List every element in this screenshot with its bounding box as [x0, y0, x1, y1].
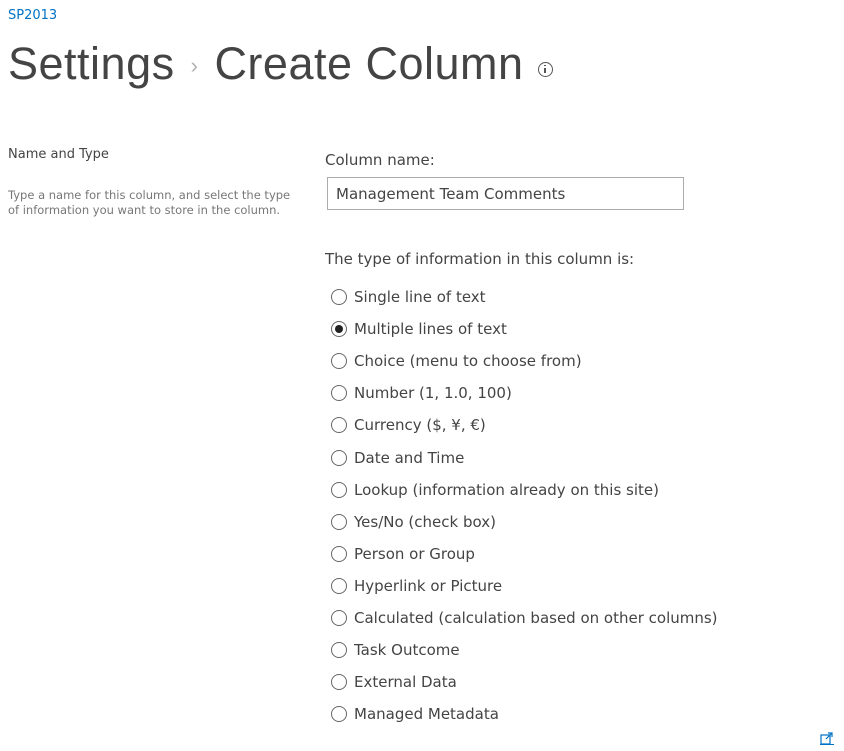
radio-option[interactable]: [331, 441, 718, 473]
radio-button[interactable]: [331, 642, 347, 658]
info-icon[interactable]: [538, 62, 553, 77]
radio-option[interactable]: [331, 506, 718, 538]
radio-button[interactable]: [331, 578, 347, 594]
radio-button[interactable]: [331, 482, 347, 498]
breadcrumb-current: Create Column: [214, 38, 524, 89]
radio-option-label[interactable]: Choice (menu to choose from): [354, 352, 582, 371]
column-type-label: The type of information in this column is:: [325, 250, 635, 268]
radio-option[interactable]: [331, 377, 718, 409]
radio-option[interactable]: [331, 698, 718, 730]
radio-button[interactable]: [331, 674, 347, 690]
section-description: Type a name for this column, and select the type of information you want to store in the column.: [8, 188, 291, 217]
radio-option-label[interactable]: Hyperlink or Picture: [354, 576, 503, 595]
radio-option[interactable]: [331, 409, 718, 441]
radio-option-label[interactable]: Calculated (calculation based on other columns): [354, 608, 718, 627]
section-title: Name and Type: [8, 147, 109, 162]
radio-option[interactable]: [331, 281, 718, 313]
radio-option[interactable]: [331, 474, 718, 506]
radio-option-label[interactable]: Managed Metadata: [354, 705, 499, 724]
radio-button-checked[interactable]: [331, 321, 347, 337]
radio-option-label[interactable]: Task Outcome: [354, 641, 460, 660]
radio-option[interactable]: [331, 666, 718, 698]
radio-option-label[interactable]: Single line of text: [354, 288, 486, 307]
radio-option-label[interactable]: Date and Time: [354, 448, 465, 467]
popout-icon[interactable]: [820, 731, 834, 745]
radio-option-label[interactable]: Person or Group: [354, 544, 475, 563]
radio-option[interactable]: [331, 345, 718, 377]
radio-option[interactable]: [331, 313, 718, 345]
radio-option[interactable]: [331, 538, 718, 570]
radio-button[interactable]: [331, 289, 347, 305]
radio-button[interactable]: [331, 546, 347, 562]
column-name-input[interactable]: [327, 177, 684, 210]
radio-option-label[interactable]: Multiple lines of text: [354, 320, 507, 339]
column-name-label: Column name:: [325, 151, 435, 169]
breadcrumb-settings[interactable]: Settings: [8, 38, 175, 89]
page-title: [8, 38, 553, 90]
radio-option-label[interactable]: Number (1, 1.0, 100): [354, 384, 512, 403]
radio-button[interactable]: [331, 450, 347, 466]
breadcrumb-separator-icon: ›: [190, 53, 199, 78]
radio-button[interactable]: [331, 353, 347, 369]
radio-option[interactable]: [331, 634, 718, 666]
radio-button[interactable]: [331, 514, 347, 530]
radio-option-label[interactable]: External Data: [354, 673, 457, 692]
column-type-radio-group: [331, 281, 718, 730]
radio-option[interactable]: [331, 602, 718, 634]
radio-option-label[interactable]: Yes/No (check box): [354, 512, 496, 531]
radio-button[interactable]: [331, 417, 347, 433]
radio-button[interactable]: [331, 706, 347, 722]
radio-button[interactable]: [331, 385, 347, 401]
site-link[interactable]: SP2013: [8, 8, 58, 23]
radio-option-label[interactable]: Lookup (information already on this site): [354, 480, 659, 499]
radio-option-label[interactable]: Currency ($, ¥, €): [354, 416, 486, 435]
radio-option[interactable]: [331, 570, 718, 602]
radio-button[interactable]: [331, 610, 347, 626]
